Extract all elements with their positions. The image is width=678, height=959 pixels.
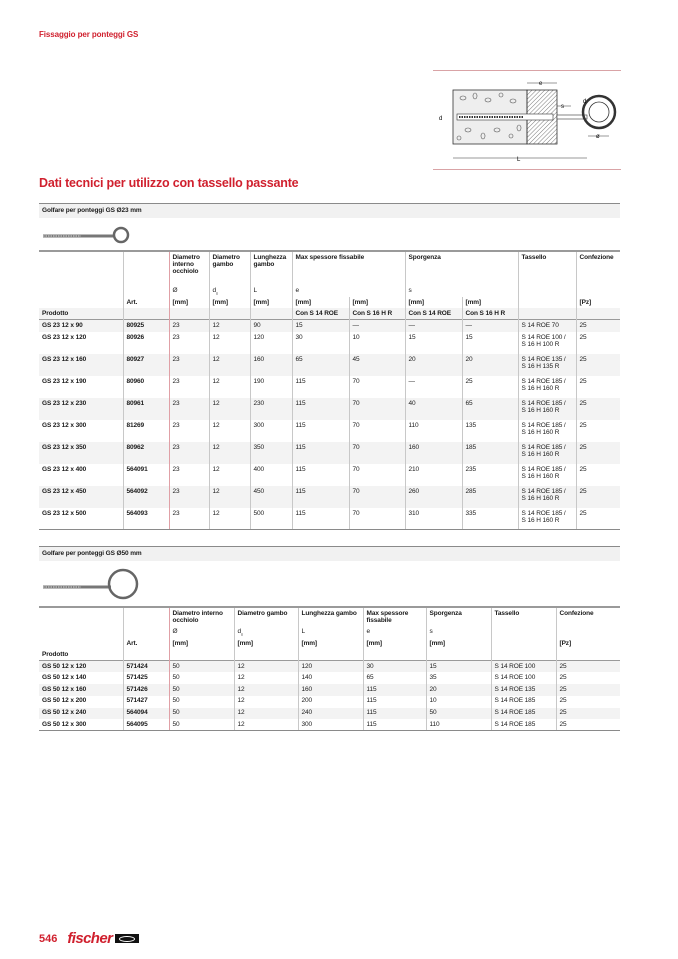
cell-d_gambo: 12 — [209, 420, 250, 442]
cell-L: 140 — [298, 672, 363, 684]
table-row — [39, 442, 620, 464]
cell-product: GS 23 12 x 300 — [39, 420, 123, 442]
table-row — [39, 332, 620, 354]
eye-bolt-image — [39, 218, 620, 250]
cell-product: GS 23 12 x 120 — [39, 332, 123, 354]
cell-d_gambo: 12 — [209, 398, 250, 420]
cell-tassello: S 14 ROE 135 / S 16 H 135 R — [518, 354, 576, 376]
cell-s16: 20 — [462, 354, 518, 376]
cell-conf: 25 — [556, 672, 620, 684]
cell-d_int: 23 — [169, 376, 209, 398]
cell-e16: 10 — [349, 332, 405, 354]
cell-e16: 45 — [349, 354, 405, 376]
cell-d_gambo: 12 — [234, 696, 298, 708]
cell-product: GS 23 12 x 90 — [39, 320, 123, 332]
cell-art: 80960 — [123, 376, 169, 398]
cell-d_int: 23 — [169, 442, 209, 464]
col-confezione: Confezione — [556, 607, 620, 626]
cell-e: 115 — [363, 719, 426, 731]
cell-d_int: 50 — [169, 719, 234, 731]
col-art: Art. — [123, 638, 169, 649]
table-row — [39, 486, 620, 508]
cell-s16: — — [462, 320, 518, 332]
cell-product: GS 50 12 x 140 — [39, 672, 123, 684]
cell-s14: 110 — [405, 420, 462, 442]
cell-L: 450 — [250, 486, 292, 508]
cell-tassello: S 14 ROE 185 / S 16 H 160 R — [518, 486, 576, 508]
cell-e16: 70 — [349, 486, 405, 508]
cell-product: GS 50 12 x 300 — [39, 719, 123, 731]
eye-bolt-image — [39, 561, 620, 606]
table-row — [39, 661, 620, 673]
diagram-bottom-rule — [433, 169, 621, 170]
cell-L: 120 — [298, 661, 363, 673]
cell-L: 160 — [250, 354, 292, 376]
col-lung-gambo: Lunghezza gambo — [250, 251, 292, 285]
col-diam-int: Diametro interno occhiolo — [169, 607, 234, 626]
cell-d_int: 23 — [169, 398, 209, 420]
cell-s: 10 — [426, 696, 491, 708]
cell-e16: 70 — [349, 464, 405, 486]
cell-s14: 15 — [405, 332, 462, 354]
cell-tassello: S 14 ROE 100 — [491, 661, 556, 673]
table-caption: Golfare per ponteggi GS Ø50 mm — [39, 546, 620, 561]
cell-s16: 185 — [462, 442, 518, 464]
cell-s16: 25 — [462, 376, 518, 398]
cell-tassello: S 14 ROE 70 — [518, 320, 576, 332]
cell-conf: 25 — [576, 332, 620, 354]
table-row — [39, 320, 620, 332]
col-tassello: Tassello — [518, 251, 576, 285]
cell-d_int: 23 — [169, 332, 209, 354]
cell-product: GS 23 12 x 160 — [39, 354, 123, 376]
cell-d_gambo: 12 — [209, 320, 250, 332]
cell-e16: 70 — [349, 398, 405, 420]
cell-s: 110 — [426, 719, 491, 731]
cell-conf: 25 — [576, 376, 620, 398]
cell-conf: 25 — [576, 354, 620, 376]
cell-d_int: 50 — [169, 672, 234, 684]
cell-art: 564094 — [123, 708, 169, 720]
table-gs23: Diametro interno occhiolo Diametro gambo Lunghezza gambo Max spessore fissabile Sporgenza Tassello Confezione Ø $d_s$ L e s Art. [mm] [mm] [mm] [mm] [mm] [mm] [mm] [Pz] Prodotto Con S 14 ROE Con S 16 H R Con S 14 ROE Con S 16 H R GS 23 12 x 90 80925 23 12 90 15 — — — S 14 ROE 70 25 GS 23 12 x 120 80926 23 12 120 30 10 15 15 S 14 ROE 100 / S 16 H 100 R 25 GS 23 12 x 160 80927 23 12 160 65 45 20 20 S 14 ROE 135 / S 16 H 135 R 25 GS 23 12 x 190 80960 23 12 190 115 70 — 25 S 14 ROE 185 / S 16 H 160 R 25 GS 23 12 x 230 80961 23 12 230 115 70 40 65 S 14 ROE 185 / S 16 H 160 R 25 GS 23 12 x 300 81269 23 12 300 115 70 110 135 S 14 ROE 185 / S 16 H 160 R 25 GS 23 12 x 350 80962 23 12 350 115 70 160 185 S 14 ROE 185 / S 16 H 160 R 25 GS 23 12 x 400 564091 23 12 400 115 70 210 235 S 14 ROE 185 / S 16 H 160 R 25 GS 23 12 x 450 564092 23 12 450 115 70 260 285 S 14 ROE 185 / S 16 H 160 R 25 GS 23 12 x 500 564093 23 12 500 115 70 310 335 S 14 ROE 185 / S 16 H 160 R 25 — [39, 250, 620, 530]
cell-d_int: 50 — [169, 661, 234, 673]
table-row — [39, 376, 620, 398]
cell-d_gambo: 12 — [209, 332, 250, 354]
cell-d_gambo: 12 — [234, 708, 298, 720]
cell-e16: 70 — [349, 376, 405, 398]
col-art: Art. — [123, 297, 169, 308]
cell-d_gambo: 12 — [209, 486, 250, 508]
cell-conf: 25 — [556, 708, 620, 720]
cell-d_gambo: 12 — [234, 719, 298, 731]
cell-s14: 160 — [405, 442, 462, 464]
cell-tassello: S 14 ROE 185 / S 16 H 160 R — [518, 420, 576, 442]
table-row — [39, 719, 620, 731]
cell-conf: 25 — [556, 696, 620, 708]
col-sporgenza: Sporgenza — [426, 607, 491, 626]
cell-art: 564095 — [123, 719, 169, 731]
table-row — [39, 708, 620, 720]
section-title: Dati tecnici per utilizzo con tassello passante — [39, 176, 299, 190]
cell-product: GS 50 12 x 120 — [39, 661, 123, 673]
cell-tassello: S 14 ROE 185 — [491, 708, 556, 720]
cell-d_int: 23 — [169, 508, 209, 530]
cell-e14: 30 — [292, 332, 349, 354]
cell-e14: 115 — [292, 376, 349, 398]
cell-product: GS 23 12 x 500 — [39, 508, 123, 530]
cell-conf: 25 — [576, 398, 620, 420]
table-gs50-block — [39, 546, 620, 731]
cell-s14: 310 — [405, 508, 462, 530]
cell-product: GS 50 12 x 240 — [39, 708, 123, 720]
cell-L: 200 — [298, 696, 363, 708]
cell-tassello: S 14 ROE 185 — [491, 719, 556, 731]
cell-d_int: 50 — [169, 708, 234, 720]
cell-s: 35 — [426, 672, 491, 684]
table-row — [39, 696, 620, 708]
cell-e14: 115 — [292, 442, 349, 464]
cell-art: 571424 — [123, 661, 169, 673]
cell-d_int: 23 — [169, 486, 209, 508]
col-prodotto: Prodotto — [39, 308, 123, 320]
cell-d_gambo: 12 — [209, 442, 250, 464]
col-confezione: Confezione — [576, 251, 620, 285]
eye-bolt-large-icon — [41, 565, 141, 605]
cell-art: 564092 — [123, 486, 169, 508]
col-lung-gambo: Lunghezza gambo — [298, 607, 363, 626]
cell-L: 230 — [250, 398, 292, 420]
cell-product: GS 23 12 x 230 — [39, 398, 123, 420]
cell-conf: 25 — [556, 684, 620, 696]
cell-e14: 15 — [292, 320, 349, 332]
svg-text:d: d — [439, 116, 443, 122]
svg-text:d: d — [583, 99, 587, 105]
table-row — [39, 508, 620, 530]
cell-s16: 135 — [462, 420, 518, 442]
cell-L: 500 — [250, 508, 292, 530]
cell-L: 90 — [250, 320, 292, 332]
table-row — [39, 354, 620, 376]
cell-e: 115 — [363, 708, 426, 720]
table-caption: Golfare per ponteggi GS Ø23 mm — [39, 203, 620, 218]
cell-s16: 65 — [462, 398, 518, 420]
cell-d_int: 23 — [169, 420, 209, 442]
cell-art: 80926 — [123, 332, 169, 354]
col-max-spessore: Max spessore fissabile — [292, 251, 405, 285]
page-number: 546 — [39, 932, 58, 945]
cell-e14: 65 — [292, 354, 349, 376]
cell-e: 65 — [363, 672, 426, 684]
cell-d_int: 50 — [169, 696, 234, 708]
table-row — [39, 464, 620, 486]
col-sporgenza: Sporgenza — [405, 251, 518, 285]
svg-text:s: s — [561, 104, 564, 110]
cell-d_gambo: 12 — [234, 684, 298, 696]
cell-e14: 115 — [292, 508, 349, 530]
table-gs50: Diametro interno occhiolo Diametro gambo Lunghezza gambo Max spessore fissabile Sporgenza Tassello Confezione Ø $d_s$ L e s Art. [mm] [mm] [mm] [mm] [mm] [Pz] Prodotto GS 50 12 x 120 571424 50 12 120 30 15 S 14 ROE 100 25 GS 50 12 x 140 571425 50 12 140 65 35 S 14 ROE 100 25 GS 50 12 x 160 571426 50 12 160 115 20 S 14 ROE 135 25 GS 50 12 x 200 571427 50 12 200 115 10 S 14 ROE 185 25 GS 50 12 x 240 564094 50 12 240 115 50 S 14 ROE 185 25 GS 50 12 x 300 564095 50 12 300 115 110 S 14 ROE 185 25 — [39, 606, 620, 731]
cell-L: 300 — [298, 719, 363, 731]
cell-tassello: S 14 ROE 185 / S 16 H 160 R — [518, 464, 576, 486]
cell-e14: 115 — [292, 486, 349, 508]
col-tassello: Tassello — [491, 607, 556, 626]
col-diam-gambo: Diametro gambo — [234, 607, 298, 626]
cell-s: 50 — [426, 708, 491, 720]
cell-product: GS 23 12 x 350 — [39, 442, 123, 464]
col-max-spessore: Max spessore fissabile — [363, 607, 426, 626]
cell-conf: 25 — [556, 661, 620, 673]
cell-e16: 70 — [349, 508, 405, 530]
page-footer — [39, 930, 139, 947]
cell-tassello: S 14 ROE 100 — [491, 672, 556, 684]
cell-art: 564093 — [123, 508, 169, 530]
col-diam-gambo: Diametro gambo — [209, 251, 250, 285]
cell-s16: 285 — [462, 486, 518, 508]
col-diam-int: Diametro interno occhiolo — [169, 251, 209, 285]
cell-art: 571425 — [123, 672, 169, 684]
table-row — [39, 684, 620, 696]
cell-conf: 25 — [576, 486, 620, 508]
cell-e14: 115 — [292, 464, 349, 486]
cell-d_gambo: 12 — [234, 661, 298, 673]
fish-logo-icon — [115, 934, 139, 943]
eye-bolt-small-icon — [41, 222, 141, 250]
cell-s16: 235 — [462, 464, 518, 486]
cell-d_gambo: 12 — [209, 354, 250, 376]
cell-L: 160 — [298, 684, 363, 696]
cell-s14: 40 — [405, 398, 462, 420]
cell-s14: 210 — [405, 464, 462, 486]
cell-art: 80962 — [123, 442, 169, 464]
brand-logo: fischer — [67, 930, 113, 947]
cell-d_gambo: 12 — [209, 464, 250, 486]
table-row — [39, 420, 620, 442]
cell-d_gambo: 12 — [209, 376, 250, 398]
page-header-title: Fissaggio per ponteggi GS — [39, 30, 139, 39]
cell-s: 20 — [426, 684, 491, 696]
table-row — [39, 672, 620, 684]
svg-text:e: e — [539, 81, 543, 87]
cell-e16: 70 — [349, 442, 405, 464]
cell-L: 240 — [298, 708, 363, 720]
cell-s: 15 — [426, 661, 491, 673]
svg-text:L: L — [517, 157, 521, 163]
cell-e: 30 — [363, 661, 426, 673]
cell-tassello: S 14 ROE 185 — [491, 696, 556, 708]
cell-conf: 25 — [576, 508, 620, 530]
cell-s14: 20 — [405, 354, 462, 376]
anchor-diagram-icon — [433, 70, 621, 170]
table-gs23-block — [39, 203, 620, 530]
cell-conf: 25 — [576, 420, 620, 442]
cell-product: GS 23 12 x 190 — [39, 376, 123, 398]
cell-e16: — — [349, 320, 405, 332]
cell-e: 115 — [363, 696, 426, 708]
cell-d_int: 23 — [169, 464, 209, 486]
cell-tassello: S 14 ROE 185 / S 16 H 160 R — [518, 508, 576, 530]
cell-s14: — — [405, 320, 462, 332]
cell-conf: 25 — [556, 719, 620, 731]
cell-product: GS 23 12 x 400 — [39, 464, 123, 486]
cell-s16: 335 — [462, 508, 518, 530]
cell-art: 571427 — [123, 696, 169, 708]
cell-art: 571426 — [123, 684, 169, 696]
cell-L: 190 — [250, 376, 292, 398]
cell-product: GS 50 12 x 200 — [39, 696, 123, 708]
table-row — [39, 398, 620, 420]
cell-e14: 115 — [292, 398, 349, 420]
cell-art: 80927 — [123, 354, 169, 376]
cell-d_gambo: 12 — [234, 672, 298, 684]
cell-s14: 260 — [405, 486, 462, 508]
cell-art: 80961 — [123, 398, 169, 420]
cell-L: 120 — [250, 332, 292, 354]
cell-art: 564091 — [123, 464, 169, 486]
cell-tassello: S 14 ROE 185 / S 16 H 160 R — [518, 398, 576, 420]
cell-L: 400 — [250, 464, 292, 486]
cell-conf: 25 — [576, 464, 620, 486]
cell-product: GS 23 12 x 450 — [39, 486, 123, 508]
cell-d_int: 23 — [169, 354, 209, 376]
col-prodotto: Prodotto — [39, 649, 123, 661]
installation-diagram — [433, 70, 621, 170]
cell-d_int: 23 — [169, 320, 209, 332]
cell-s16: 15 — [462, 332, 518, 354]
cell-e: 115 — [363, 684, 426, 696]
cell-product: GS 50 12 x 160 — [39, 684, 123, 696]
cell-s14: — — [405, 376, 462, 398]
cell-tassello: S 14 ROE 100 / S 16 H 100 R — [518, 332, 576, 354]
cell-tassello: S 14 ROE 135 — [491, 684, 556, 696]
cell-d_int: 50 — [169, 684, 234, 696]
cell-L: 300 — [250, 420, 292, 442]
cell-conf: 25 — [576, 320, 620, 332]
cell-d_gambo: 12 — [209, 508, 250, 530]
cell-e16: 70 — [349, 420, 405, 442]
cell-conf: 25 — [576, 442, 620, 464]
svg-text:ø: ø — [596, 134, 600, 140]
cell-art: 80925 — [123, 320, 169, 332]
cell-tassello: S 14 ROE 185 / S 16 H 160 R — [518, 442, 576, 464]
cell-L: 350 — [250, 442, 292, 464]
cell-art: 81269 — [123, 420, 169, 442]
cell-tassello: S 14 ROE 185 / S 16 H 160 R — [518, 376, 576, 398]
cell-e14: 115 — [292, 420, 349, 442]
